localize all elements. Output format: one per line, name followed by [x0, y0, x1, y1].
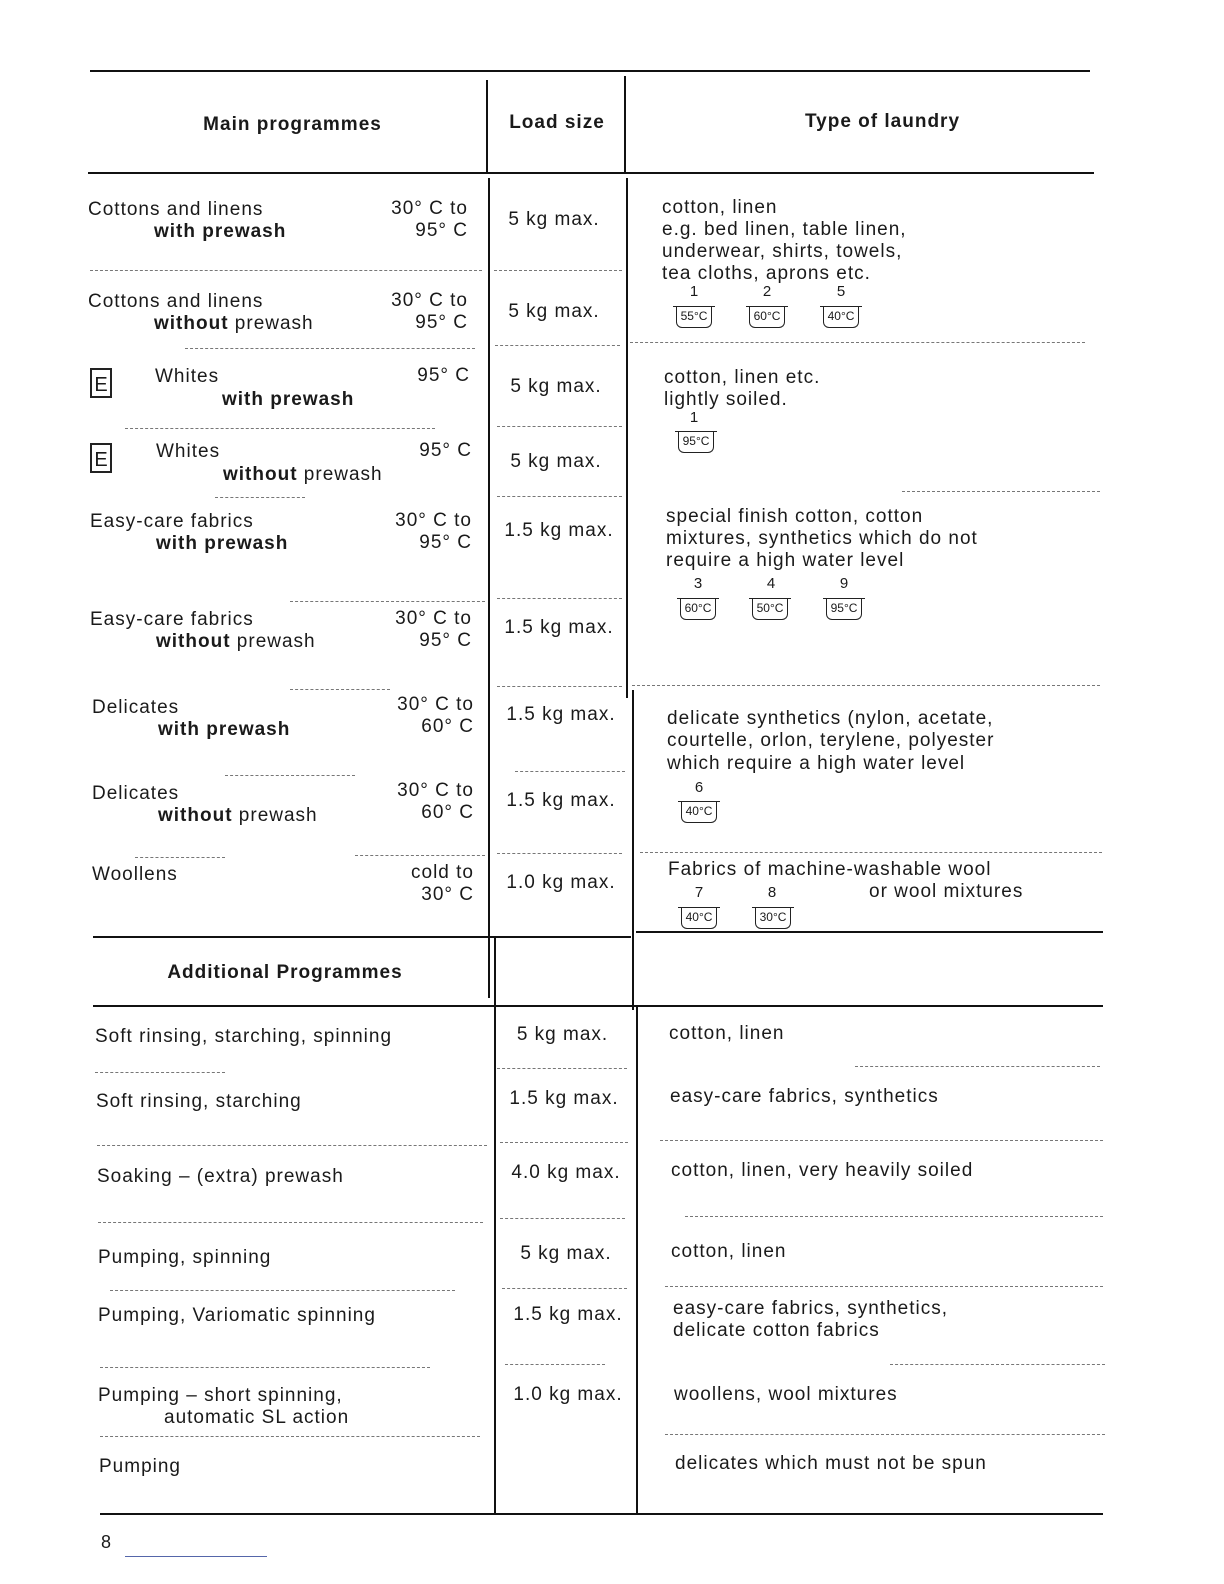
- row-separator: [494, 270, 622, 271]
- row-separator: [505, 1364, 605, 1365]
- additional-programme-name: Pumping, spinning: [98, 1247, 272, 1268]
- economy-badge: E: [90, 368, 112, 398]
- programme-sub: with prewash: [222, 389, 355, 410]
- laundry-line: mixtures, synthetics which do not: [666, 528, 978, 549]
- programme-temp: cold to: [411, 862, 474, 883]
- additional-programme-name: Soaking – (extra) prewash: [97, 1166, 344, 1187]
- row-separator: [185, 348, 475, 349]
- additional-programme-name: automatic SL action: [164, 1407, 350, 1428]
- additional-programme-name: Pumping: [99, 1456, 181, 1477]
- row-separator: [632, 685, 1100, 686]
- additional-programme-name: Soft rinsing, starching, spinning: [95, 1026, 393, 1047]
- column-divider-1-lower: [494, 938, 496, 1513]
- programme-temp: 30° C to: [395, 608, 472, 629]
- load-size: 5 kg max.: [508, 209, 600, 230]
- row-separator: [685, 1216, 1103, 1217]
- additional-laundry-type: delicates which must not be spun: [675, 1453, 987, 1474]
- column-divider-2-mid: [632, 690, 634, 1010]
- wash-tub-icon: 40°C: [681, 907, 717, 929]
- care-symbol-number: 9: [839, 575, 849, 592]
- column-divider-2: [624, 76, 626, 172]
- programme-temp: 30° C to: [391, 198, 468, 219]
- programme-name: Easy-care fabrics: [90, 511, 254, 532]
- row-separator: [497, 426, 622, 427]
- load-size: 1.5 kg max.: [504, 520, 614, 541]
- load-size: 5 kg max.: [508, 301, 600, 322]
- programme-name: Woollens: [92, 864, 178, 885]
- row-separator: [502, 1288, 627, 1289]
- care-symbol-number: 2: [762, 283, 772, 300]
- programme-temp: 30° C to: [397, 780, 474, 801]
- care-symbol-number: 4: [766, 575, 776, 592]
- load-size: 1.0 kg max.: [513, 1384, 623, 1405]
- row-separator: [100, 1367, 430, 1368]
- programme-temp: 95° C: [419, 440, 472, 461]
- care-symbol-number: 5: [836, 283, 846, 300]
- top-rule: [90, 70, 1090, 72]
- programme-temp: 30° C to: [391, 290, 468, 311]
- care-symbol-number: 7: [694, 884, 704, 901]
- row-separator: [110, 1290, 455, 1291]
- row-separator: [902, 491, 1100, 492]
- programme-sub: without prewash: [158, 805, 318, 826]
- row-separator: [630, 342, 1085, 343]
- additional-header-rule: [93, 1005, 1103, 1007]
- care-symbol-number: 8: [767, 884, 777, 901]
- laundry-line: lightly soiled.: [664, 389, 788, 410]
- laundry-line: cotton, linen: [662, 197, 778, 218]
- programme-name: Delicates: [92, 783, 180, 804]
- programme-temp: 95° C: [415, 220, 468, 241]
- additional-programme-name: Soft rinsing, starching: [96, 1091, 302, 1112]
- wash-tub-icon: 95°C: [678, 431, 714, 453]
- wash-tub-icon: 40°C: [823, 306, 859, 328]
- programme-sub: without prewash: [223, 464, 383, 485]
- main-bottom-rule-right: [636, 931, 1103, 933]
- column-divider-1: [486, 80, 488, 172]
- row-separator: [515, 771, 625, 772]
- wash-tub-icon: 60°C: [749, 306, 785, 328]
- programme-temp: 60° C: [421, 802, 474, 823]
- programme-temp: 30° C: [421, 884, 474, 905]
- additional-laundry-type: cotton, linen: [669, 1023, 785, 1044]
- additional-programme-name: Pumping – short spinning,: [98, 1385, 343, 1406]
- additional-programme-name: Pumping, Variomatic spinning: [98, 1305, 376, 1326]
- load-size: 1.5 kg max.: [506, 704, 616, 725]
- programme-sub: with prewash: [158, 719, 291, 740]
- row-separator: [290, 689, 390, 690]
- additional-programmes-header: Additional Programmes: [167, 962, 403, 983]
- wash-tub-icon: 60°C: [680, 598, 716, 620]
- row-separator: [98, 1222, 483, 1223]
- laundry-line: underwear, shirts, towels,: [662, 241, 903, 262]
- programme-name: Whites: [156, 441, 221, 462]
- additional-laundry-type: cotton, linen, very heavily soiled: [671, 1160, 974, 1181]
- wash-tub-icon: 95°C: [826, 598, 862, 620]
- laundry-line: delicate synthetics (nylon, acetate,: [667, 708, 994, 729]
- additional-laundry-type: easy-care fabrics, synthetics,: [673, 1298, 948, 1319]
- row-separator: [497, 496, 622, 497]
- row-separator: [495, 345, 620, 346]
- header-load-size: Load size: [509, 112, 605, 133]
- row-separator: [497, 598, 622, 599]
- row-separator: [497, 1068, 627, 1069]
- row-separator: [135, 857, 225, 858]
- programme-name: Whites: [155, 366, 220, 387]
- load-size: 5 kg max.: [516, 1024, 609, 1045]
- laundry-line: tea cloths, aprons etc.: [662, 263, 871, 284]
- column-divider-2-body: [626, 178, 628, 698]
- wash-tub-icon: 40°C: [681, 801, 717, 823]
- row-separator: [215, 497, 305, 498]
- column-divider-1-body: [488, 178, 490, 998]
- footer-link-rule: [125, 1556, 267, 1557]
- care-symbol-number: 1: [689, 283, 699, 300]
- care-symbol-number: 6: [694, 779, 704, 796]
- care-symbol-number: 1: [689, 409, 699, 426]
- row-separator: [290, 601, 485, 602]
- programme-sub: with prewash: [156, 533, 289, 554]
- row-separator: [660, 1140, 1103, 1141]
- programme-temp: 95° C: [415, 312, 468, 333]
- load-size: 1.0 kg max.: [506, 872, 616, 893]
- bottom-rule: [100, 1513, 1103, 1515]
- load-size: 1.5 kg max.: [509, 1088, 619, 1109]
- programme-temp: 95° C: [419, 532, 472, 553]
- row-separator: [500, 1142, 628, 1143]
- laundry-line: or wool mixtures: [869, 881, 1024, 902]
- laundry-line: which require a high water level: [667, 753, 966, 774]
- programme-sub: without prewash: [154, 313, 314, 334]
- page-number: 8: [101, 1532, 113, 1552]
- programme-sub: with prewash: [154, 221, 287, 242]
- wash-tub-icon: 55°C: [676, 306, 712, 328]
- header-type-of-laundry: Type of laundry: [804, 111, 961, 132]
- row-separator: [100, 1436, 480, 1437]
- programme-temp: 95° C: [419, 630, 472, 651]
- row-separator: [855, 1066, 1100, 1067]
- wash-tub-icon: 50°C: [752, 598, 788, 620]
- wash-tub-icon: 30°C: [755, 907, 791, 929]
- care-symbol-number: 3: [693, 575, 703, 592]
- row-separator: [890, 1364, 1105, 1365]
- laundry-line: e.g. bed linen, table linen,: [662, 219, 907, 240]
- row-separator: [500, 1218, 625, 1219]
- laundry-line: require a high water level: [666, 550, 905, 571]
- laundry-line: Fabrics of machine-washable wool: [668, 859, 992, 880]
- main-bottom-rule-left: [93, 936, 631, 938]
- row-separator: [665, 1434, 1105, 1435]
- row-separator: [497, 686, 622, 687]
- programme-temp: 95° C: [417, 365, 470, 386]
- load-size: 1.5 kg max.: [506, 790, 616, 811]
- load-size: 4.0 kg max.: [511, 1162, 621, 1183]
- load-size: 5 kg max.: [510, 376, 602, 397]
- header-bottom-rule: [88, 172, 1094, 174]
- row-separator: [665, 1286, 1103, 1287]
- additional-laundry-type: easy-care fabrics, synthetics: [670, 1086, 939, 1107]
- additional-laundry-type: woollens, wool mixtures: [674, 1384, 898, 1405]
- column-divider-2-lower: [636, 1005, 638, 1513]
- header-main-programmes: Main programmes: [203, 114, 382, 135]
- laundry-line: cotton, linen etc.: [664, 367, 821, 388]
- programme-temp: 30° C to: [397, 694, 474, 715]
- programme-temp: 60° C: [421, 716, 474, 737]
- load-size: 5 kg max.: [520, 1243, 612, 1264]
- laundry-line: special finish cotton, cotton: [666, 506, 924, 527]
- programme-temp: 30° C to: [395, 510, 472, 531]
- row-separator: [225, 775, 355, 776]
- laundry-line: courtelle, orlon, terylene, polyester: [667, 730, 995, 751]
- row-separator: [125, 428, 435, 429]
- row-separator: [97, 1145, 487, 1146]
- programme-name: Cottons and linens: [88, 291, 264, 312]
- programme-name: Cottons and linens: [88, 199, 264, 220]
- row-separator: [95, 1072, 225, 1073]
- row-separator: [355, 855, 485, 856]
- row-separator: [497, 853, 622, 854]
- load-size: 1.5 kg max.: [513, 1304, 623, 1325]
- load-size: 5 kg max.: [510, 451, 602, 472]
- economy-badge: E: [90, 443, 112, 473]
- row-separator: [90, 270, 482, 271]
- programme-name: Easy-care fabrics: [90, 609, 254, 630]
- load-size: 1.5 kg max.: [504, 617, 614, 638]
- programme-sub: without prewash: [156, 631, 316, 652]
- programme-name: Delicates: [92, 697, 180, 718]
- additional-laundry-type: delicate cotton fabrics: [673, 1320, 880, 1341]
- row-separator: [640, 852, 1102, 853]
- additional-laundry-type: cotton, linen: [671, 1241, 787, 1262]
